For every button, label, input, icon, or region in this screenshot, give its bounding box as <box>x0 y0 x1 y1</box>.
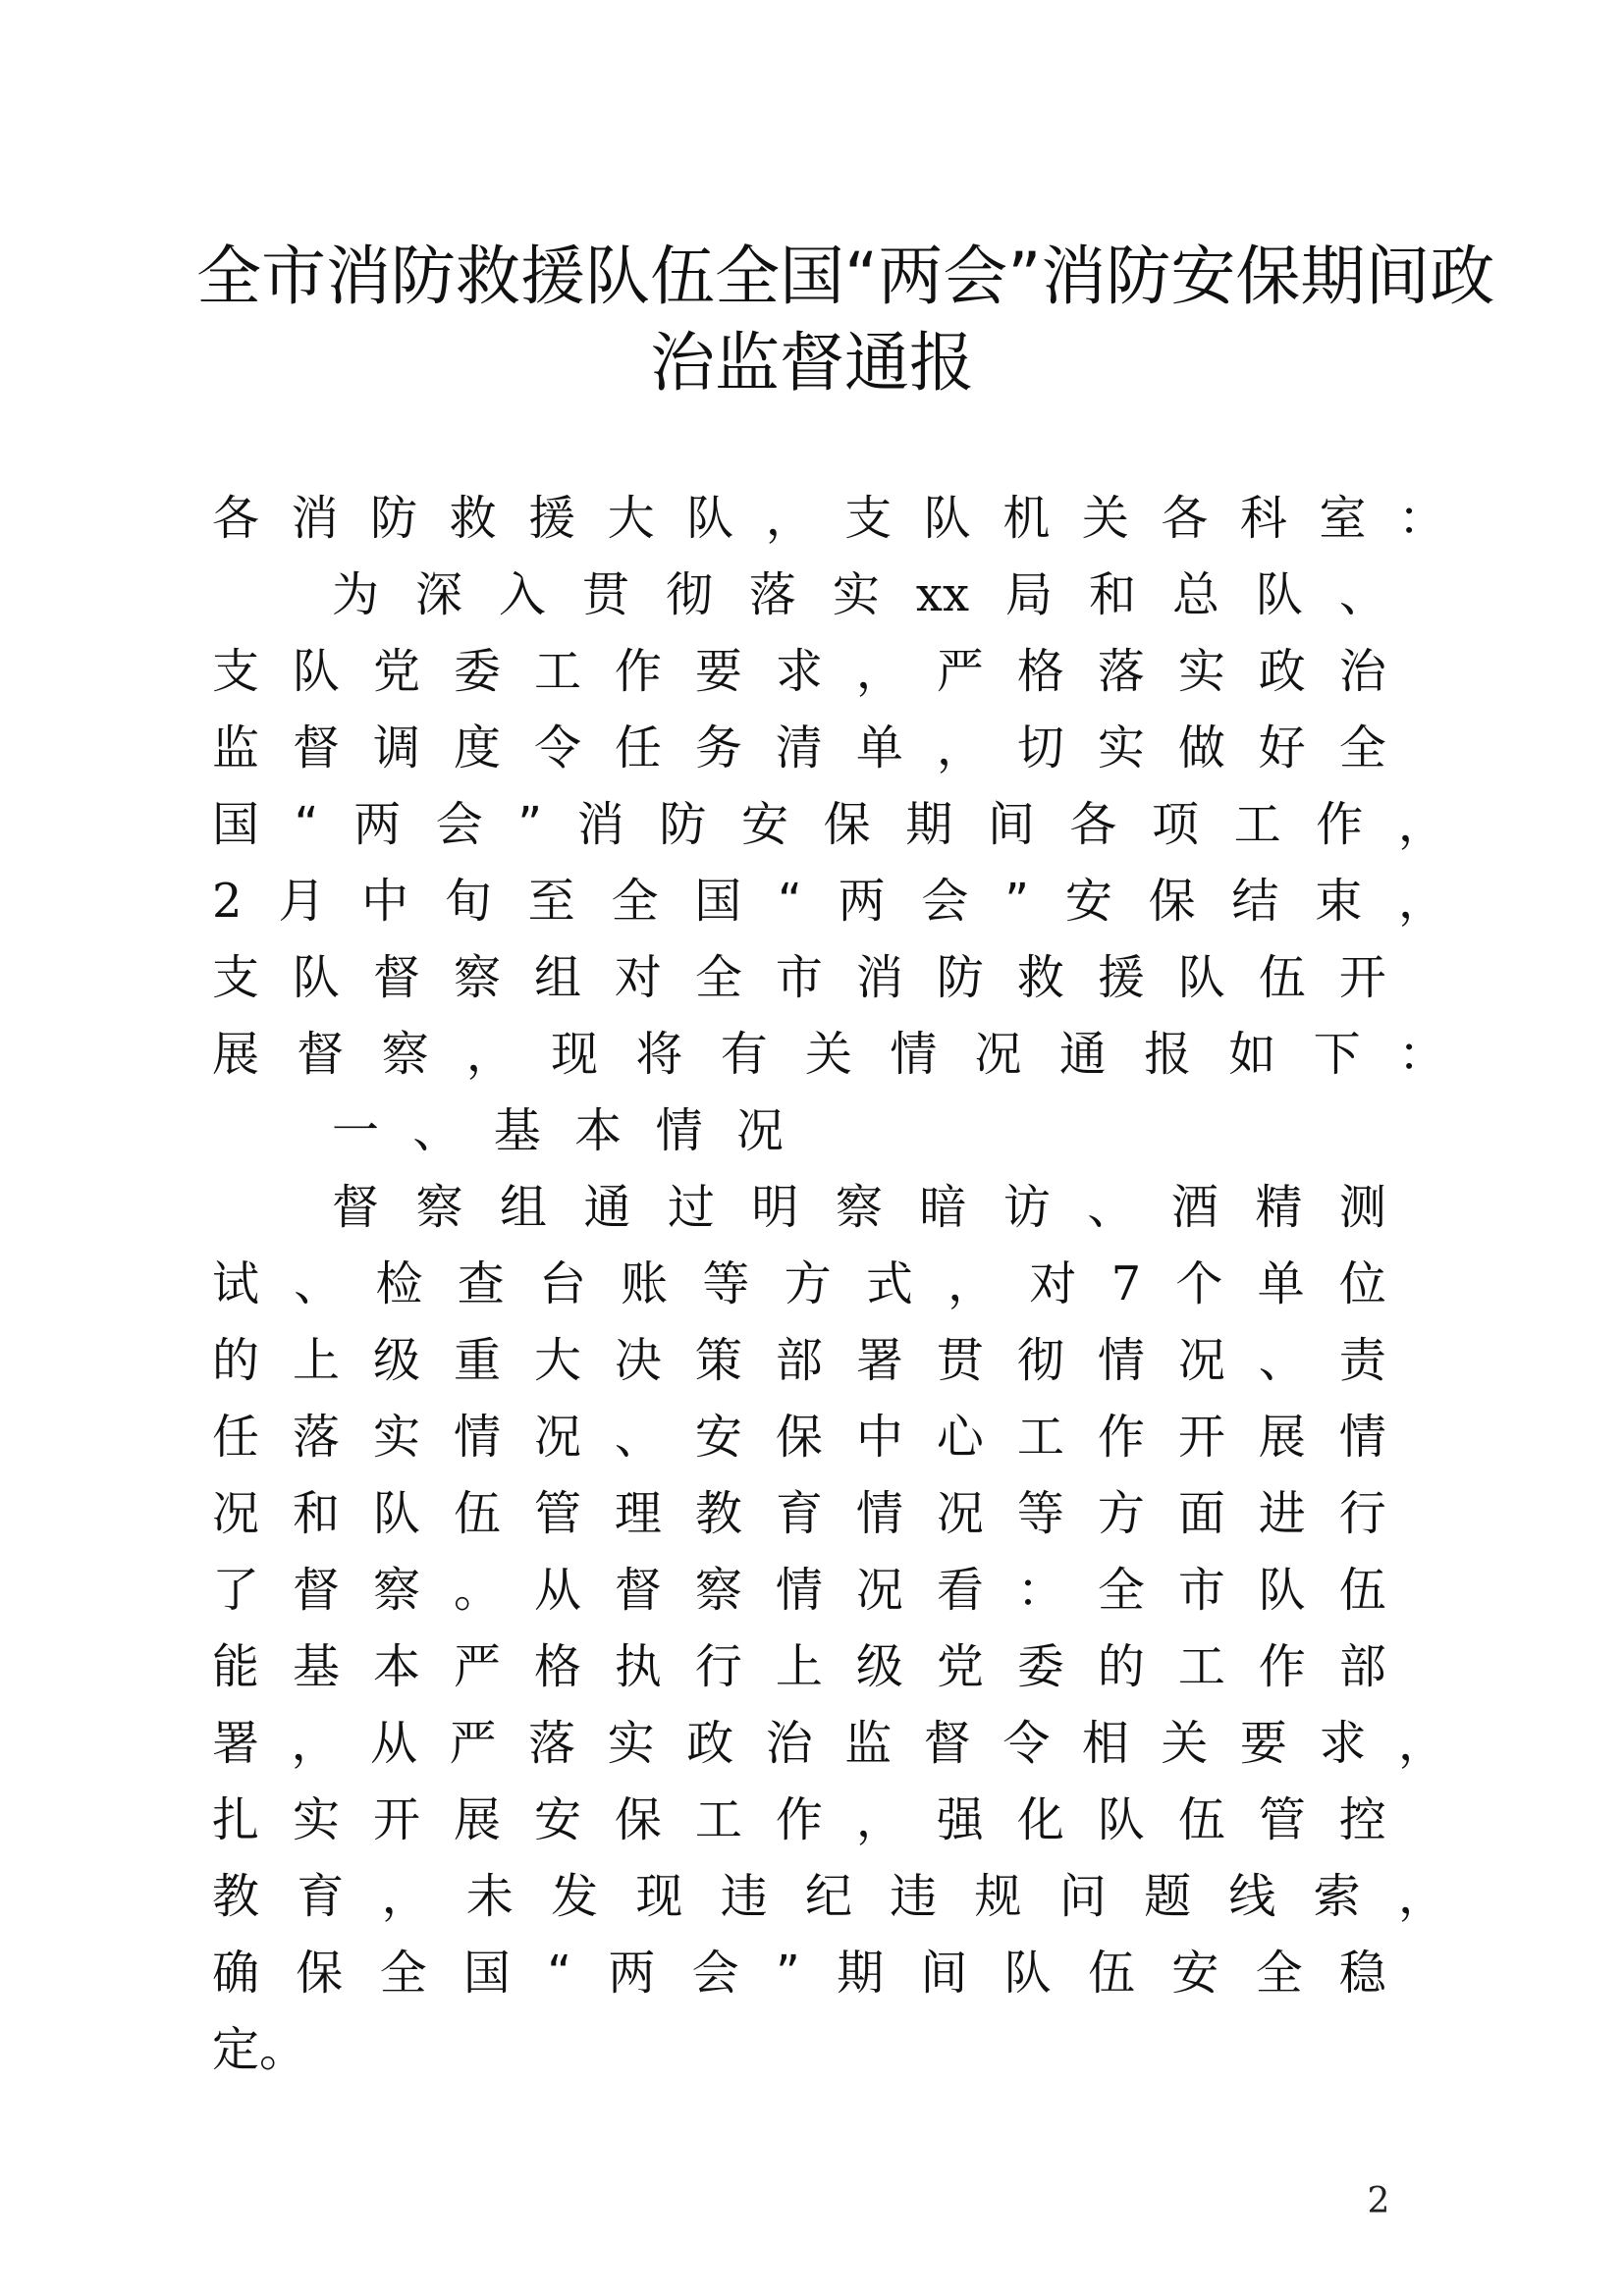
body-line: 任 落 实 情 况 、 安 保 中 心 工 作 开 展 情 <box>212 1410 1386 1465</box>
body-line: 支 队 党 委 工 作 要 求 ， 严 格 落 实 政 治 <box>212 644 1386 699</box>
body-line: 为 深 入 贯 彻 落 实 xx 局 和 总 队 、 <box>332 567 1386 622</box>
body-line: 况 和 队 伍 管 理 教 育 情 况 等 方 面 进 行 <box>212 1486 1386 1541</box>
body-line: 2 月 中 旬 至 全 国 “ 两 会 ” 安 保 结 束 ， <box>212 874 1445 929</box>
body-line: 试 、 检 查 台 账 等 方 式 ， 对 7 个 单 位 <box>212 1256 1386 1311</box>
document-title-line-1: 全市消防救援队伍全国“两会”消防安保期间政 <box>196 239 1495 314</box>
body-line: 的 上 级 重 大 决 策 部 署 贯 彻 情 况 、 责 <box>212 1333 1386 1388</box>
body-line: 教 育 ， 未 发 现 违 纪 违 规 问 题 线 索 ， <box>212 1869 1445 1924</box>
body-line: 了 督 察 。 从 督 察 情 况 看 ： 全 市 队 伍 <box>212 1563 1386 1618</box>
body-line: 确 保 全 国 “ 两 会 ” 期 间 队 伍 安 全 稳 <box>212 1946 1386 2001</box>
body-line: 署 ， 从 严 落 实 政 治 监 督 令 相 关 要 求 ， <box>212 1716 1445 1771</box>
body-line: 定 。 <box>212 2022 307 2077</box>
page-number: 2 <box>1367 2181 1390 2221</box>
body-line: 支 队 督 察 组 对 全 市 消 防 救 援 队 伍 开 <box>212 950 1386 1005</box>
body-line: 国 “ 两 会 ” 消 防 安 保 期 间 各 项 工 作 ， <box>212 797 1445 852</box>
body-line: 监 督 调 度 令 任 务 清 单 ， 切 实 做 好 全 <box>212 721 1386 775</box>
document-title-line-2: 治监督通报 <box>650 325 974 400</box>
section-heading: 一 、 基 本 情 况 <box>332 1103 784 1158</box>
body-line: 扎 实 开 展 安 保 工 作 ， 强 化 队 伍 管 控 <box>212 1792 1386 1847</box>
body-line: 督 察 组 通 过 明 察 暗 访 、 酒 精 测 <box>332 1180 1386 1235</box>
body-line: 能 基 本 严 格 执 行 上 级 党 委 的 工 作 部 <box>212 1639 1386 1694</box>
body-line: 各 消 防 救 援 大 队 ， 支 队 机 关 各 科 室 ： <box>212 491 1445 546</box>
body-line: 展 督 察 ， 现 将 有 关 情 况 通 报 如 下 ： <box>212 1027 1445 1082</box>
